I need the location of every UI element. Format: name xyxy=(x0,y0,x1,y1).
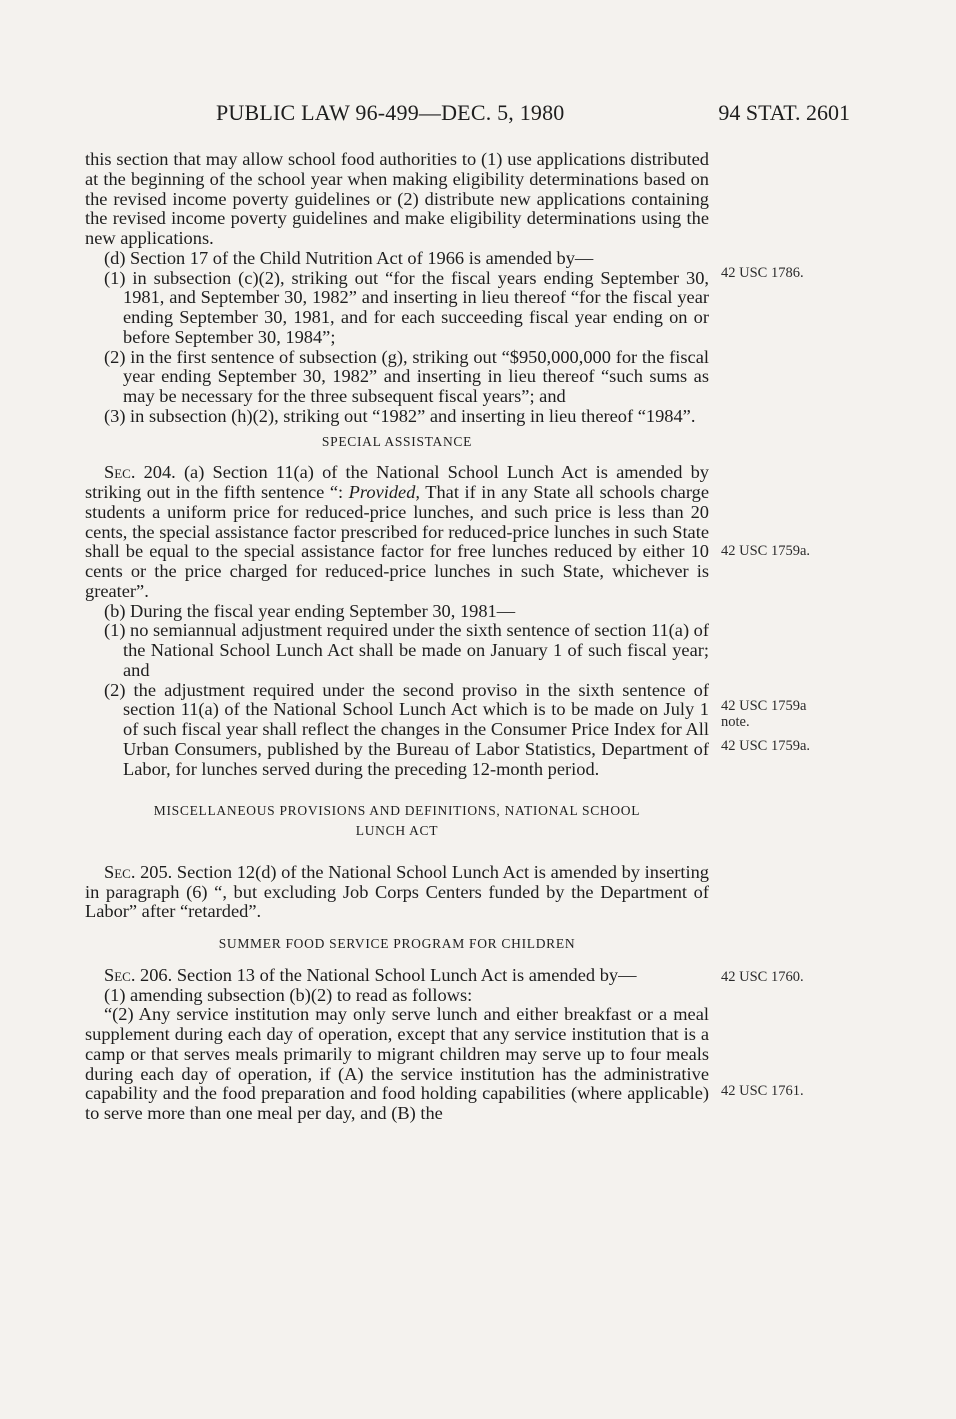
page-header xyxy=(0,100,956,130)
running-title: PUBLIC LAW 96-499—DEC. 5, 1980 xyxy=(216,100,565,125)
section-204-a xyxy=(85,463,709,601)
section-205-text: Section 12(d) of the National School Lunch Act is amended by inserting in paragraph (6) “, but excluding Job Corps Centers funded by the Department of Labor” after “retarded”. xyxy=(85,861,709,922)
subsection-d-item-1: (1) in subsection (c)(2), striking out “for the fiscal years ending September 30, 1981, and September 30, 1982” and inserting in lieu thereof “for the fiscal year ending September 30, 1981, and for each succeeding fiscal year ending on or before September 30, 1984”; xyxy=(104,267,709,347)
section-205-label: Sec. 205. xyxy=(104,861,173,882)
subsection-d-item-2: (2) in the first sentence of subsection (g), striking out “$950,000,000 for the fiscal year ending September 30, 1982” and inserting in lieu thereof “such sums as may be necessary for the three subsequent fiscal years”; and xyxy=(104,346,709,406)
section-204-a-text-2: That if in any State all schools charge students a uniform price for reduced-price lunches, and such price is less than 20 cents, the special assistance factor prescribed for reduced-price lunches in such State shall be equal to the special assistance factor for free lunches reduced by either 10 cents or the price charged for reduced-price lunches in such State, whichever is greater”. xyxy=(85,482,709,601)
section-206-paragraph xyxy=(85,966,709,986)
section-204-label: Sec. 204. xyxy=(104,462,176,483)
section-heading-misc-line-2: LUNCH ACT xyxy=(355,823,439,838)
section-204-a-text-1: (a) Section 11(a) of the National School Lunch Act is amended by striking out in the fifth sentence “: xyxy=(85,462,710,502)
margin-citation: 42 USC 1760. xyxy=(721,969,804,985)
continuation-paragraph: this section that may allow school food authorities to (1) use applications distributed at the beginning of the school year when making eligibility determinations based on the revised income poverty guidelines or (2) distribute new applications containing the revised income poverty guidelines and make eligibility determinations using the new applications. xyxy=(85,149,709,248)
section-206-text: Section 13 of the National School Lunch Act is amended by— xyxy=(172,964,637,985)
section-204-b-item-1: (1) no semiannual adjustment required under the sixth sentence of section 11(a) of the National School Lunch Act shall be made on January 1 of such fiscal year; and xyxy=(104,620,709,680)
margin-citation: 42 USC 1786. xyxy=(721,265,804,281)
document-body xyxy=(85,150,709,1124)
section-206-label: Sec. 206. xyxy=(104,964,173,985)
section-heading-misc-line-1: MISCELLANEOUS PROVISIONS AND DEFINITIONS, NATIONAL SCHOOL xyxy=(153,803,641,819)
margin-citation-note: note. xyxy=(721,714,750,730)
section-heading-special-assistance: SPECIAL ASSISTANCE xyxy=(321,433,473,449)
margin-citation: 42 USC 1761. xyxy=(721,1083,804,1099)
margin-citation: 42 USC 1759a. xyxy=(721,738,811,754)
section-204-b-item-2: (2) the adjustment required under the second proviso in the sixth sentence of section 11(a) of the National School Lunch Act which is to be made on July 1 of such fiscal year shall reflect the changes in the Consumer Price Index for All Urban Consumers, published by the Bureau of Labor Statistics, Department of Labor, for lunches served during the preceding 12-month period. xyxy=(104,679,709,779)
statute-page-number: 94 STAT. 2601 xyxy=(718,100,850,125)
subsection-d-intro: (d) Section 17 of the Child Nutrition Act of 1966 is amended by— xyxy=(104,247,594,268)
section-204-a-italic: Provided, xyxy=(348,482,420,502)
section-204-b-intro: (b) During the fiscal year ending September 30, 1981— xyxy=(104,600,516,621)
section-206-item-1: (1) amending subsection (b)(2) to read as follows: xyxy=(104,984,473,1005)
section-205-paragraph xyxy=(85,863,709,922)
margin-citation: 42 USC 1759a xyxy=(721,698,807,714)
subsection-d-item-3: (3) in subsection (h)(2), striking out “1982” and inserting in lieu thereof “1984”. xyxy=(104,405,696,426)
section-heading-summer-food: SUMMER FOOD SERVICE PROGRAM FOR CHILDREN xyxy=(218,936,576,951)
section-206-quoted-paragraph: “(2) Any service institution may only serve lunch and either breakfast or a meal supplement during each day of operation, except that any service institution that is a camp or that serves meals primarily to migrant children may serve up to four meals during each day of operation, if (A) the service institution has the administrative capability and the food preparation and food holding capabilities (where applicable) to serve more than one meal per day, and (B) the xyxy=(85,1004,709,1123)
margin-citation: 42 USC 1759a. xyxy=(721,543,811,559)
